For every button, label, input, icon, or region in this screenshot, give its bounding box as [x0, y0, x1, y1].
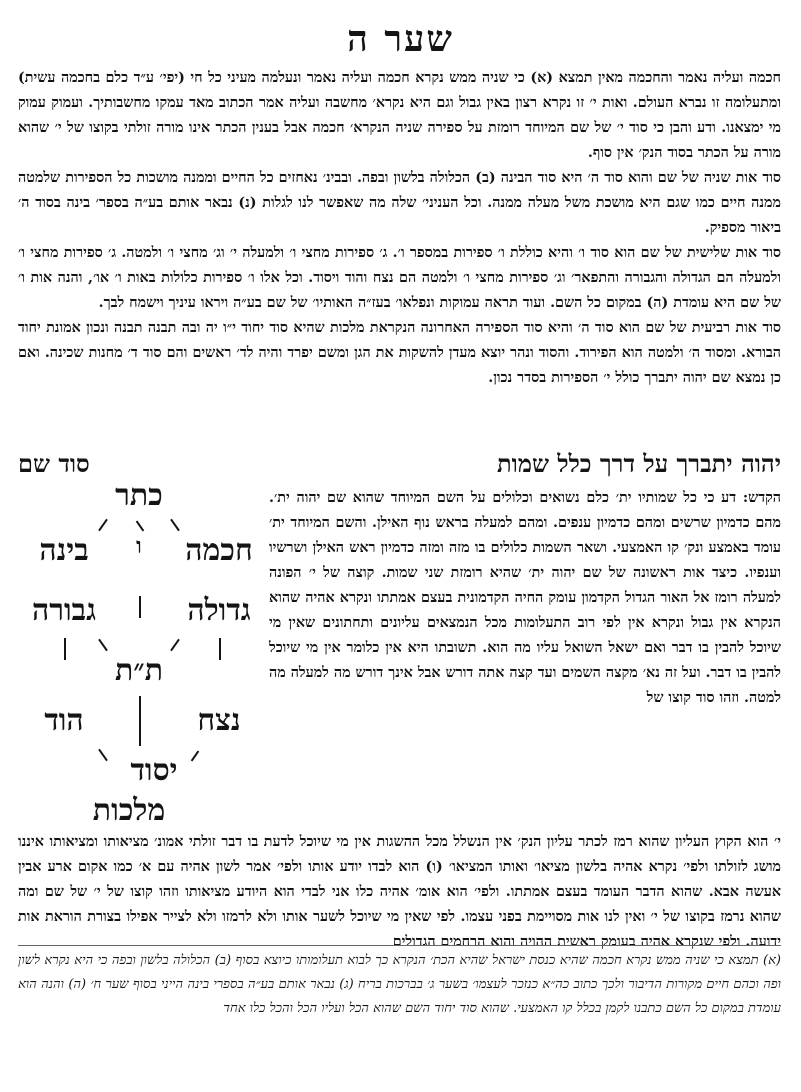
sefirah-keter: כתר [115, 478, 163, 513]
sefirah-gedulah: גדולה [187, 593, 251, 628]
vav-letter: ו [136, 533, 142, 559]
main-text-top [18, 66, 781, 391]
connector-line [98, 749, 108, 762]
paragraph: י׳ הוא הקוץ העליון שהוא רמז לכתר עליון הנק׳ אין הנשלל מכל ההשגות אין מי שיוכל לדעת בו דבר זולתי אמונ׳ מציאותו ומציאותו איננו מושג לזולתו ולפי׳ נקרא אהיה בלשון מציאו׳ ואותו המציאו׳ (ו) הוא לבדו יודע אותו ולפי׳ אמר לשון אהיה עם א׳ כמו אקום ארע אבין אעשה אבא. שהוא הדבר העומד בעצם אמתתו. ולפי׳ הוא אומ׳ אהיה כלו אני לבדי הוא היודע מציאותו וזהו קוצו של י׳ של שם ומה שהוא נרמז בקוצו של י׳ ואין לנו אות מסויימת בפני עצמו. לפי שאין מי שיוכל לשער אותו ולא לרמזו ולא לצייר אפילו בצורת הוראת אות ידועה. ולפי שנקרא אהיה בעומק ראשית ההויה והוא הרחמים הגדולים [18, 834, 781, 950]
sefirot-diagram [14, 478, 264, 828]
connector-line [139, 696, 141, 746]
sefirah-gevurah: גבורה [31, 593, 97, 628]
connector-line [170, 639, 180, 652]
footnote-paragraph: (א) תמצא כי שניה ממש נקרא חכמה שהיא כנסת ישראל שהיא הכת׳ הנקרא כך לבוא תעלומותו כיוצא בסוף (ב) הכלולה בלשון ובפה כי היא נקרא לשון ופה וכהם חיים מקורות הדיבור ולכך כתוב כה״א כנזכר לעצמו׳ בשער ג׳ בברכות בריח (ג) נבאר אותם בע״ה בספרי בינה הייני בסוף שער ח׳ (ה) והנה הוא עומדת במקום כל השם כתבנו לקמן בכלל קו האמצעי. שהוא סוד יחוד השם שהוא הכל ועליו הכל והכל כלו אחד [18, 953, 781, 1016]
main-text-bottom [18, 830, 781, 955]
sefirah-malkhut: מלכות [92, 793, 166, 828]
sefirah-tiferet: ת״ת [115, 653, 163, 688]
sefirah-yesod: יסוד [130, 753, 178, 788]
paragraph: סוד אות שניה של שם והוא סוד ה׳ היא סוד הבינה (ב) הכלולה בלשון ובפה. ובבינ׳ נאחזים כל החיים וממנה מושכות כל הספירות שלמטה ממנה חיים כמו שגם היא מושכת משל מעלה ממנה. וכל העניני׳ שלה מה שאפשר לנו לגלות (נ) נבאר אותם בע״ה בספר׳ בינה בסוד ה׳ ביאור מספיק. [18, 170, 781, 236]
sefirah-chokhmah: חכמה [185, 533, 253, 568]
connector-line [98, 519, 108, 532]
section-heading [18, 449, 781, 479]
connector-line [219, 638, 221, 660]
sefirah-hod: הוד [44, 703, 84, 738]
paragraph: הקדש: דע כי כל שמותיו ית׳ כלם נשואים וכלולים על השם המיוחד שהוא שם יהוה ית׳. מהם כדמיון שרשים ומהם כדמיון ענפים. ומהם למעלה בראש נוף האילן. והשם המיוחד ית׳ עומד באמצע ונק׳ קו האמצעי. ושאר השמות כלולים בו מזה ומזה כדמיון ראש האילן ושרשיו וענפיו. כיצד אות ראשונה של שם יהוה ית׳ שהיא רומזת שני שמות. קוצה של י׳ הפונה למעלה רומז אל האור הגדול הקדמון עומק החיה הקדמונית בעצם אמתתו ונקרא אהיה שהוא הנקרא אין גבול ונקרא אין לפי רוב התעלומות מכל הנמצאים עליונים ותחתונים שאין מי שיוכל להבין בו דבר ואם ישאל השואל עליו מה הוא. תשובתו היא אין כלומר אין מי שיוכל להבין בו דבר. ועל זה נא׳ מקצה השמים ועד קצה אתה דורש אבל אינך דורש מה למעלה מה למטה. וזהו סוד קוצו של [269, 490, 781, 706]
sefirah-binah: בינה [39, 533, 89, 568]
footnotes [18, 945, 781, 1021]
connector-line [139, 596, 141, 618]
paragraph: חכמה ועליה נאמר והחכמה מאין תמצא (א) כי שניה ממש נקרא חכמה ועליה נאמר ונעלמה מעיני כל חי (יפי׳ ע״ד כלם בחכמה עשית) ומתעלומה זו נברא העולם. ואות י׳ זו נקרא רצון באין גבול וגם היא נקרא׳ מחשבה ועליה אמר הכתוב מאד עמקו מחשבותיך. ועמוק עמוק מי ימצאנו. ודע והבן כי סוד י׳ של שם המיוחד רומזת על ספירה שניה הנקרא׳ חכמה אבל בענין הכתר אינו מורה זולתי בקוצו של י׳ שהוא מורה על הכתר בסוד הנק׳ אין סוף. [18, 70, 781, 161]
paragraph: סוד אות שלישית של שם הוא סוד ו׳ והיא כוללת ו׳ ספירות במספר ו׳. ג׳ ספירות מחצי ו׳ ולמעלה י׳ וג׳ מחצי ו׳ ולמטה. ג׳ ספירות מחצי ו׳ ולמעלה הם הגדולה והגבורה והתפאר׳ וג׳ ספירות מחצי ו׳ ולמטה הם נצח והוד ויסוד. וכל אלו ו׳ ספירות כלולות באות ו׳ או׳, והנה אות ו׳ של שם היא עומדת (ה) במקום כל השם. ועוד תראה עמוקות ונפלאו׳ בעז״ה האותיו׳ של שם בע״ה ויראו עיניך וישמח לבך. [18, 245, 781, 311]
paragraph: סוד אות רביעית של שם הוא סוד ה׳ והיא סוד הספירה האחרונה הנקראת מלכות שהיא סוד יחוד י״ו יה ובה תבנה תבנה ונכון אמונת יחוד הבורא. ומסוד ה׳ ולמטה הוא הפירוד. והסוד ונהר יוצא מעדן להשקות את הגן ומשם יפרד והיה לד׳ ראשים והם סוד ד׳ מחנות שכינה. ואם כן נמצא שם יהוה יתברך כולל י׳ הספירות בסדר נכון. [18, 320, 781, 386]
sefirah-netzach: נצח [197, 703, 241, 738]
connector-line [98, 639, 108, 652]
connector-line [64, 638, 66, 660]
shemot-heading: יהוה יתברך על דרך כלל שמות [496, 449, 781, 478]
connector-line [191, 751, 200, 762]
side-column-text [269, 486, 781, 711]
connector-line [170, 519, 180, 532]
connector-line [136, 521, 145, 532]
page-title: שער ה [347, 18, 454, 60]
sod-shem-heading: סוד שם [18, 449, 90, 478]
